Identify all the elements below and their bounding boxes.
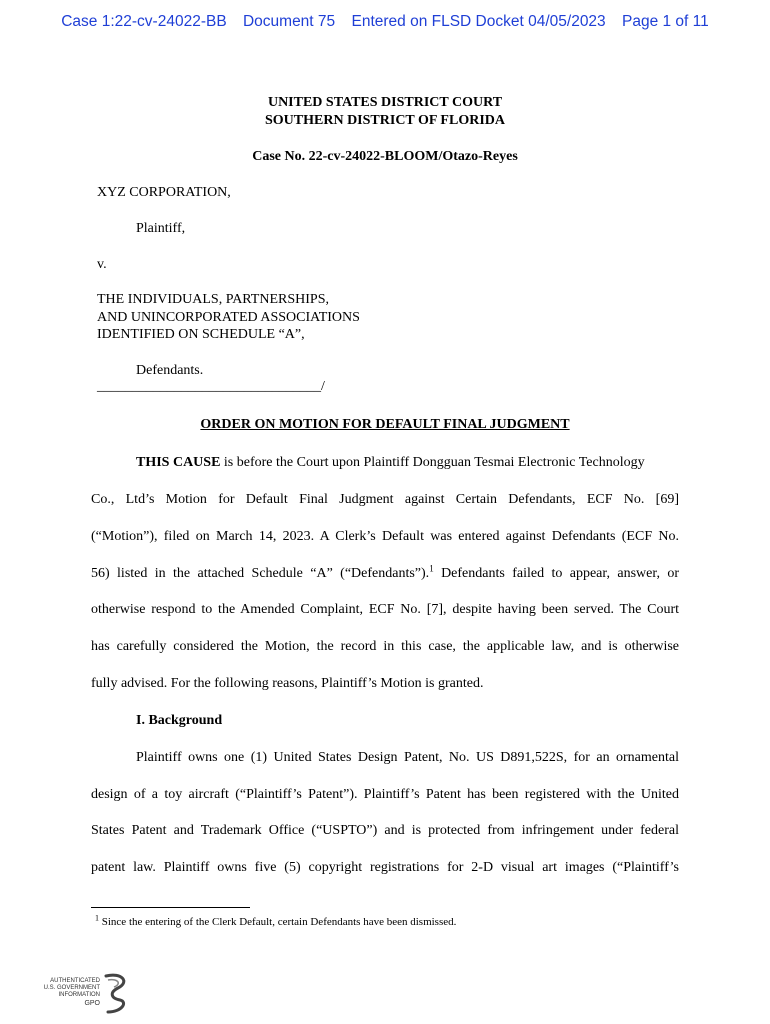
docket-header	[0, 13, 770, 31]
caption-rule: ________________________________/	[97, 379, 325, 394]
defendant-line2: AND UNINCORPORATED ASSOCIATIONS	[97, 310, 360, 325]
court-name-line2: SOUTHERN DISTRICT OF FLORIDA	[265, 113, 505, 128]
section-heading-background: I. Background	[136, 713, 223, 728]
header-entered: Entered on FLSD Docket 04/05/2023	[351, 13, 606, 30]
para2-line1: Plaintiff owns one (1) United States Design Patent, No. US D891,522S, for an ornamental	[136, 750, 679, 765]
plaintiff-name: XYZ CORPORATION,	[97, 185, 231, 200]
defendant-line3: IDENTIFIED ON SCHEDULE “A”,	[97, 327, 305, 342]
para1-line4	[91, 565, 679, 582]
para2-line3: States Patent and Trademark Office (“USPTO”) and is protected from infringement under federal	[91, 823, 679, 838]
para1-line5: otherwise respond to the Amended Complaint, ECF No. [7], despite having been served. The Court	[91, 602, 679, 617]
defendant-label: Defendants.	[136, 363, 204, 378]
para2-line4: patent law. Plaintiff owns five (5) copyright registrations for 2-D visual art images (“Plaintiff’s	[91, 860, 679, 875]
header-document: Document 75	[242, 13, 336, 30]
para1-line1	[136, 454, 679, 471]
versus: v.	[97, 257, 107, 272]
footnote-reference[interactable]: 1	[429, 563, 434, 574]
plaintiff-label: Plaintiff,	[136, 221, 186, 236]
footnote-mark: 1	[95, 913, 99, 923]
footnote-text: Since the entering of the Clerk Default, certain Defendants have been dismissed.	[99, 916, 457, 928]
seal-line4: GPO	[84, 1000, 100, 1007]
para1-line4-a: 56) listed in the attached Schedule “A” (“Defendants”).	[91, 566, 430, 581]
para1-line6: has carefully considered the Motion, the record in this case, the applicable law, and is otherwise	[91, 639, 679, 654]
footnote	[95, 913, 457, 928]
gpo-authentication-seal-icon	[44, 972, 134, 1014]
para1-line7: fully advised. For the following reasons, Plaintiff’s Motion is granted.	[91, 676, 484, 691]
para1-line4-b: Defendants failed to appear, answer, or	[433, 566, 679, 581]
defendant-line1: THE INDIVIDUALS, PARTNERSHIPS,	[97, 292, 329, 307]
para1-line3: (“Motion”), filed on March 14, 2023. A Clerk’s Default was entered against Defendants (ECF No.	[91, 529, 679, 544]
seal-line2: U.S. GOVERNMENT	[44, 985, 100, 991]
court-name-line1: UNITED STATES DISTRICT COURT	[267, 95, 503, 110]
header-case: Case 1:22-cv-24022-BB	[61, 13, 227, 30]
para1-line1-text: is before the Court upon Plaintiff Dongguan Tesmai Electronic Technology	[220, 455, 645, 470]
para2-line2: design of a toy aircraft (“Plaintiff’s Patent”). Plaintiff’s Patent has been registered with the United	[91, 787, 679, 802]
seal-line1: AUTHENTICATED	[50, 978, 100, 984]
case-number: Case No. 22-cv-24022-BLOOM/Otazo-Reyes	[252, 149, 518, 164]
footnote-rule	[91, 907, 250, 908]
order-title: ORDER ON MOTION FOR DEFAULT FINAL JUDGMENT	[200, 417, 570, 432]
header-page: Page 1 of 11	[622, 13, 709, 30]
seal-line3: INFORMATION	[58, 992, 100, 998]
para1-line2: Co., Ltd’s Motion for Default Final Judgment against Certain Defendants, ECF No. [69]	[91, 492, 679, 507]
this-cause-lead: THIS CAUSE	[136, 455, 221, 470]
